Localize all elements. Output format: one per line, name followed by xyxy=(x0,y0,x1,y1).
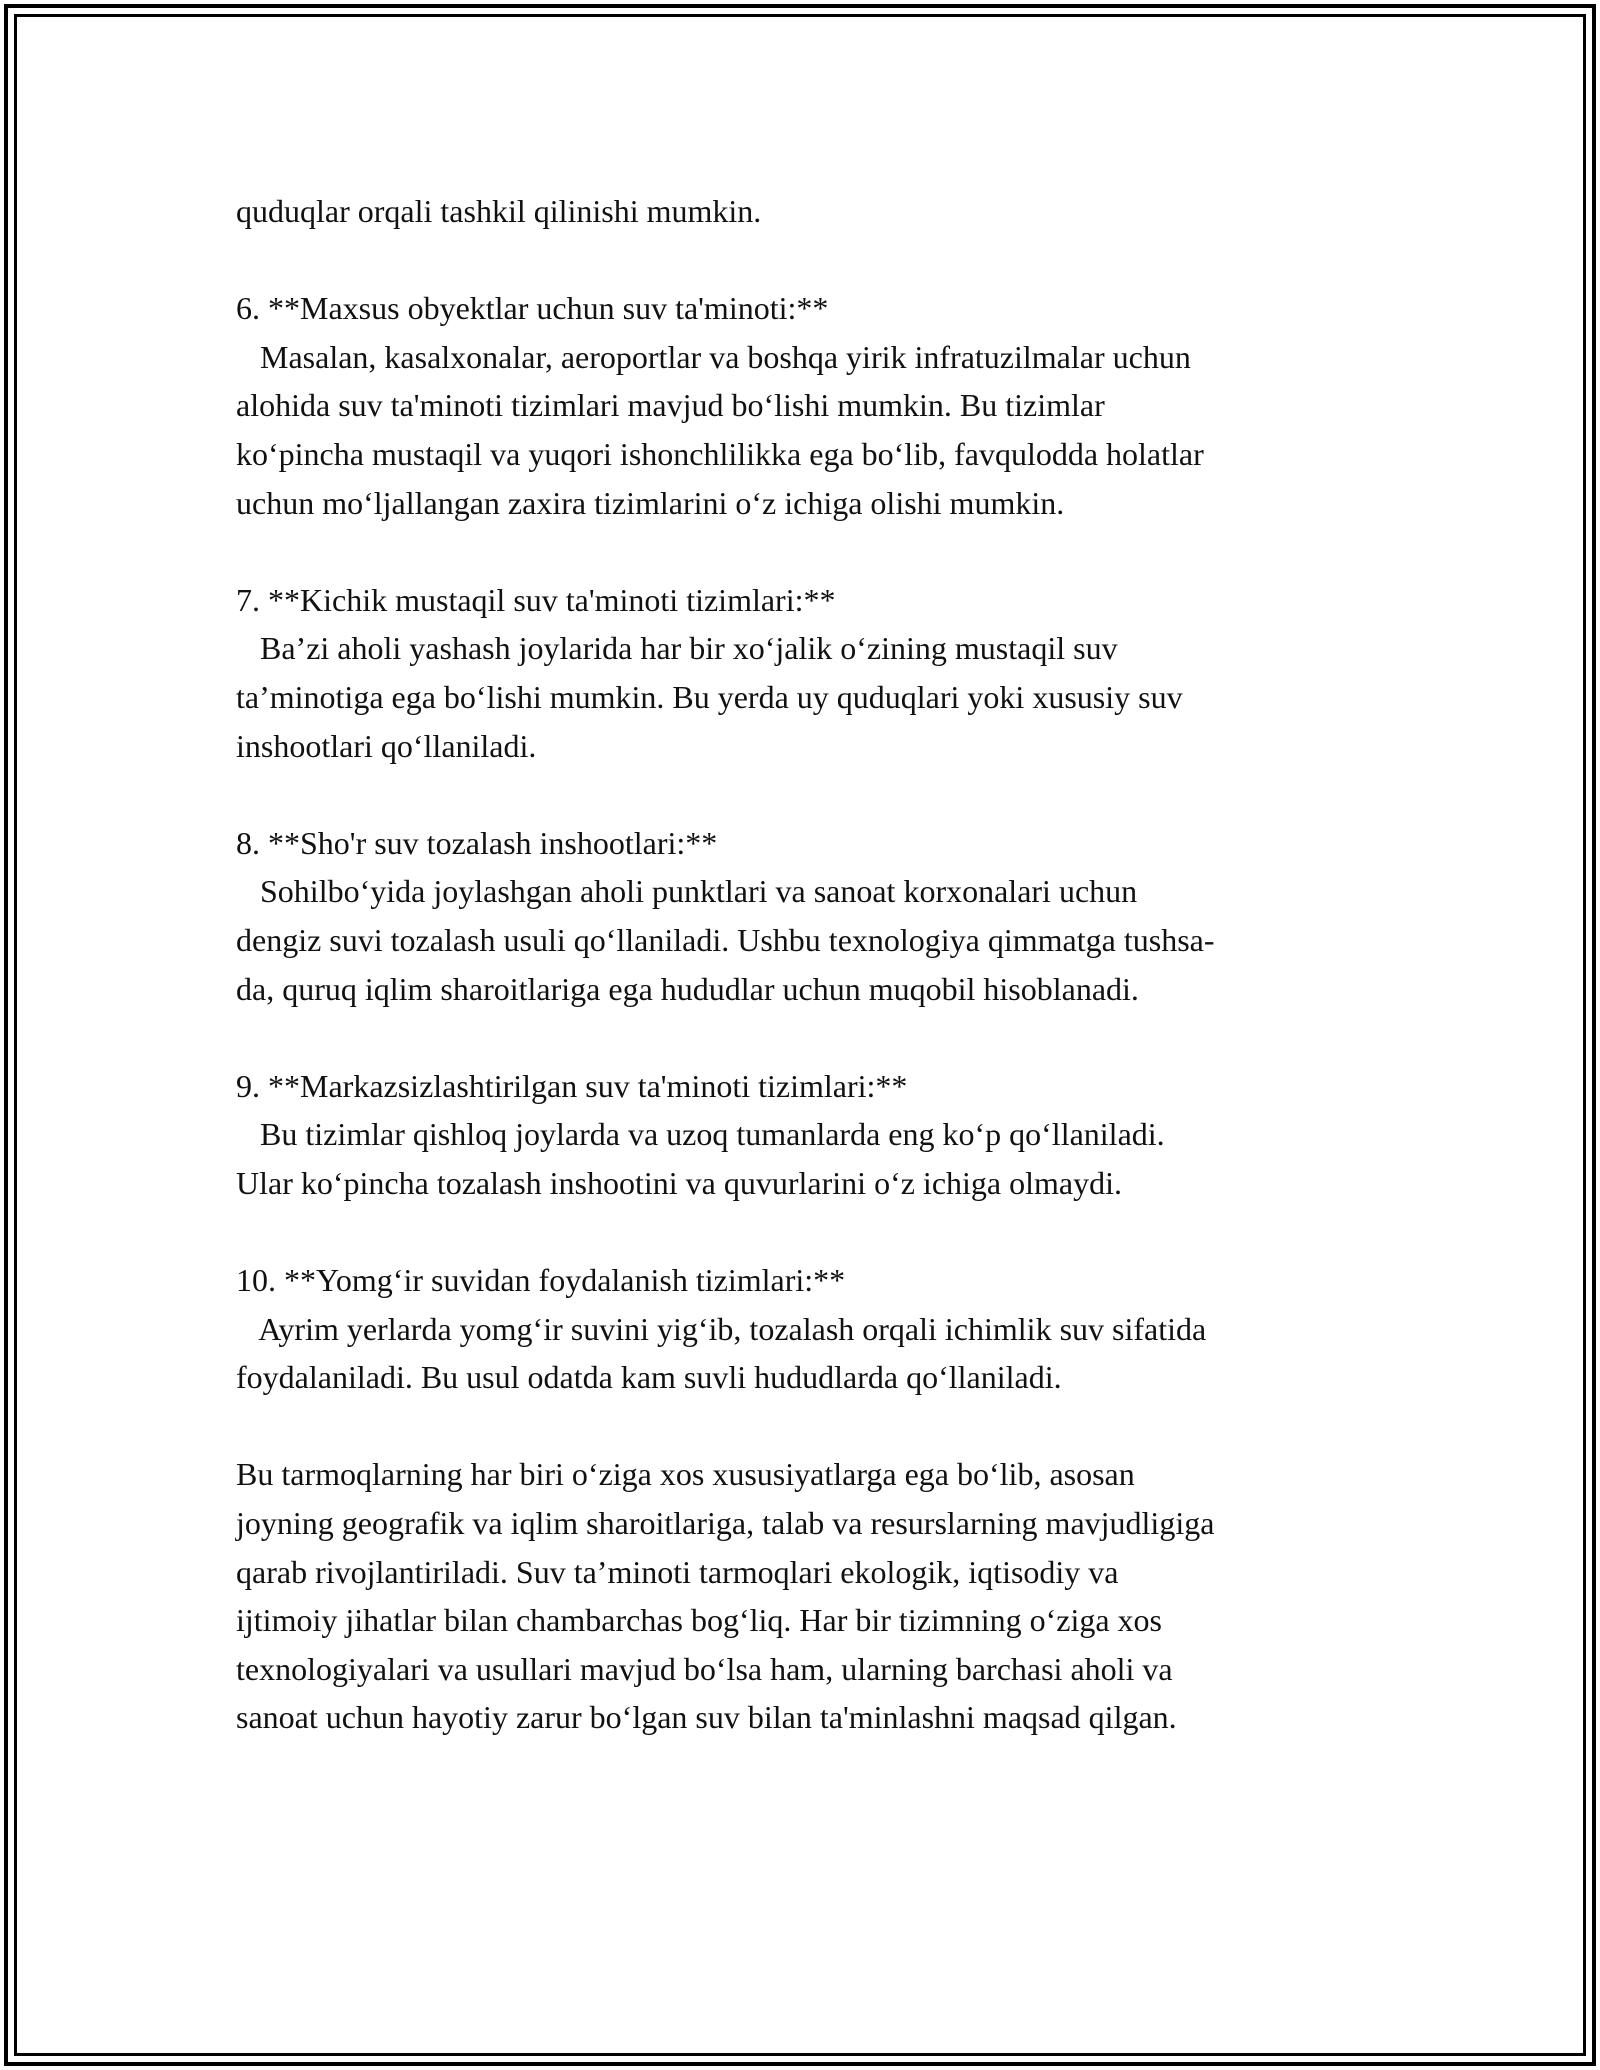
section-line: alohida suv ta'minoti tizimlari mavjud bo‘lishi mumkin. Bu tizimlar xyxy=(236,387,1105,424)
section-heading: 9. **Markazsizlashtirilgan suv ta'minoti tizimlari:** xyxy=(236,1067,908,1104)
document-body xyxy=(236,187,1406,1742)
paragraph-gap xyxy=(236,236,1406,285)
conclusion-line: ijtimoiy jihatlar bilan chambarchas bog‘liq. Har bir tizimning o‘ziga xos xyxy=(236,1602,1162,1639)
conclusion-line: texnologiyalari va usullari mavjud bo‘lsa ham, ularning barchasi aholi va xyxy=(236,1650,1173,1687)
section-line: uchun mo‘ljallangan zaxira tizimlarini o‘z ichiga olishi mumkin. xyxy=(236,484,1065,521)
paragraph-gap xyxy=(236,770,1406,819)
section-line: ta’minotiga ega bo‘lishi mumkin. Bu yerda uy quduqlari yoki xususiy suv xyxy=(236,678,1183,715)
section-7 xyxy=(236,576,1406,770)
paragraph-gap xyxy=(236,1207,1406,1256)
conclusion-line: Bu tarmoqlarning har biri o‘ziga xos xususiyatlarga ega bo‘lib, asosan xyxy=(236,1456,1135,1493)
section-line: da, quruq iqlim sharoitlariga ega hududlar uchun muqobil hisoblanadi. xyxy=(236,970,1139,1007)
paragraph-gap xyxy=(236,1013,1406,1062)
section-10 xyxy=(236,1256,1406,1402)
section-6 xyxy=(236,284,1406,527)
section-line: Ba’zi aholi yashash joylarida har bir xo‘jalik o‘zining mustaqil suv xyxy=(236,630,1118,667)
paragraph-gap xyxy=(236,527,1406,576)
conclusion-paragraph xyxy=(236,1450,1406,1742)
section-line: Ular ko‘pincha tozalash inshootini va quvurlarini o‘z ichiga olmaydi. xyxy=(236,1164,1122,1201)
section-heading: 6. **Maxsus obyektlar uchun suv ta'minoti:** xyxy=(236,290,829,327)
conclusion-line: joyning geografik va iqlim sharoitlariga, talab va resurslarning mavjudligiga xyxy=(236,1505,1215,1542)
intro-tail-text: quduqlar orqali tashkil qilinishi mumkin. xyxy=(236,193,762,229)
section-heading: 10. **Yomg‘ir suvidan foydalanish tizimlari:** xyxy=(236,1262,846,1299)
paragraph-gap xyxy=(236,1402,1406,1451)
section-line: ko‘pincha mustaqil va yuqori ishonchlilikka ega bo‘lib, favqulodda holatlar xyxy=(236,435,1204,472)
section-line: Ayrim yerlarda yomg‘ir suvini yig‘ib, tozalash orqali ichimlik suv sifatida xyxy=(236,1310,1207,1347)
section-9 xyxy=(236,1062,1406,1208)
section-line: Sohilbo‘yida joylashgan aholi punktlari va sanoat korxonalari uchun xyxy=(236,873,1138,910)
section-line: Bu tizimlar qishloq joylarda va uzoq tumanlarda eng ko‘p qo‘llaniladi. xyxy=(236,1116,1165,1153)
section-heading: 7. **Kichik mustaqil suv ta'minoti tizimlari:** xyxy=(236,581,836,618)
conclusion-line: sanoat uchun hayotiy zarur bo‘lgan suv bilan ta'minlashni maqsad qilgan. xyxy=(236,1699,1177,1736)
section-heading: 8. **Sho'r suv tozalash inshootlari:** xyxy=(236,824,718,861)
conclusion-line: qarab rivojlantiriladi. Suv ta’minoti tarmoqlari ekologik, iqtisodiy va xyxy=(236,1553,1119,1590)
section-line: Masalan, kasalxonalar, aeroportlar va boshqa yirik infratuzilmalar uchun xyxy=(236,338,1191,375)
section-line: dengiz suvi tozalash usuli qo‘llaniladi. Ushbu texnologiya qimmatga tushsa- xyxy=(236,921,1215,958)
section-8 xyxy=(236,819,1406,1013)
section-line: inshootlari qo‘llaniladi. xyxy=(236,727,537,764)
section-line: foydalaniladi. Bu usul odatda kam suvli hududlarda qo‘llaniladi. xyxy=(236,1359,1062,1396)
